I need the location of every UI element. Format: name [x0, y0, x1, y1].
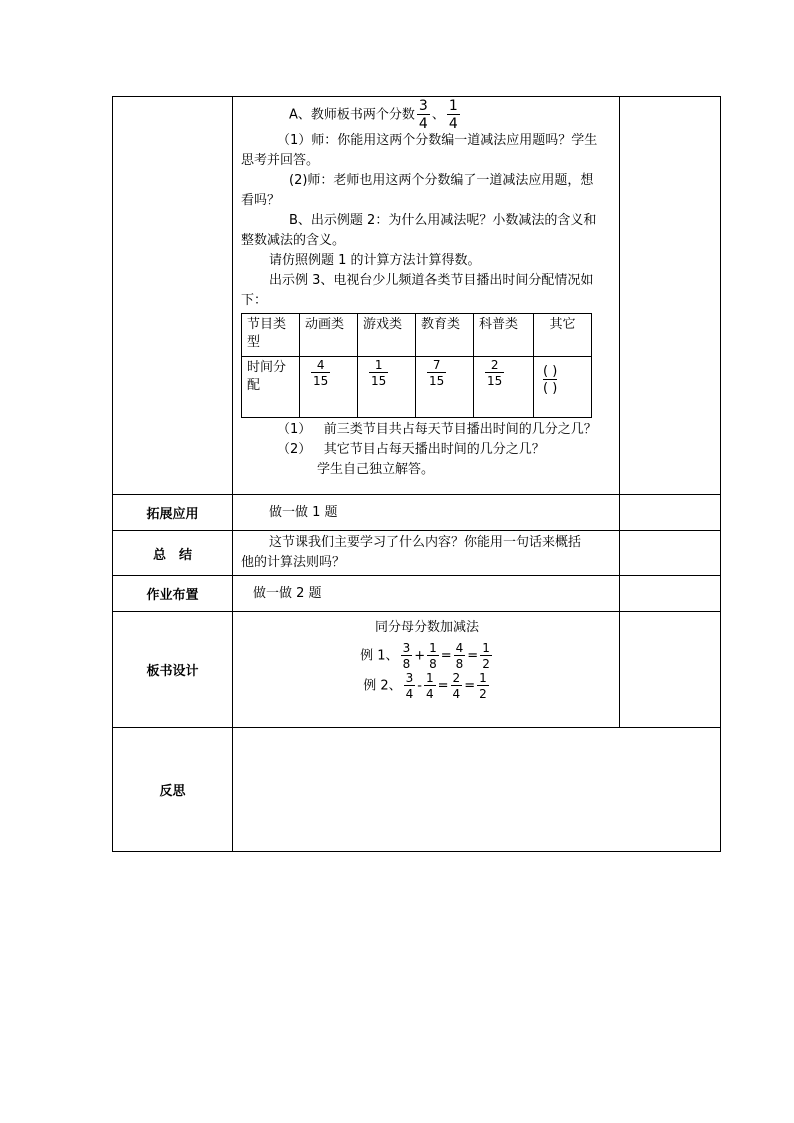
fraction-denominator: 8 — [455, 657, 464, 671]
example-3-cont: 下： — [241, 293, 268, 308]
header-other: 其它 — [534, 314, 592, 357]
program-value-row — [242, 357, 592, 418]
fraction-numerator: 3 — [418, 98, 428, 114]
fraction — [401, 642, 413, 670]
homework-label: 作业布置 — [113, 576, 233, 612]
fraction-numerator: 1 — [482, 641, 490, 655]
teacher-question-1-cont: 思考并回答。 — [241, 153, 320, 168]
teacher-question-2-cont: 看吗？ — [241, 193, 281, 208]
process-notes-cell — [620, 97, 721, 495]
board-row — [113, 612, 721, 728]
teacher-question-1: （1）师：你能用这两个分数编一道减法应用题吗？学生 — [277, 133, 598, 148]
homework-row — [113, 576, 721, 612]
question-text: 前三类节目共占每天节目播出时间的几分之几？ — [323, 422, 597, 437]
fraction-3-4 — [417, 99, 430, 131]
fraction-denominator: 4 — [448, 116, 458, 132]
summary-cont: 他的计算法则吗？ — [241, 555, 346, 570]
question-number: （2） — [277, 442, 312, 457]
fraction-numerator: ( ) — [543, 364, 558, 379]
reflect-content — [233, 728, 721, 852]
board-title: 同分母分数加减法 — [374, 620, 479, 635]
fraction-numerator: 1 — [426, 671, 434, 685]
operator: = — [464, 678, 476, 694]
fraction-denominator: 8 — [402, 657, 411, 671]
blank-fraction — [543, 365, 557, 395]
summary-notes-cell — [620, 531, 721, 576]
header-animation: 动画类 — [300, 314, 358, 357]
fraction-denominator: 15 — [313, 374, 329, 388]
value-games — [358, 357, 416, 418]
fraction-numerator: 2 — [485, 359, 504, 373]
fraction-denominator: 15 — [429, 374, 445, 388]
header-science: 科普类 — [474, 314, 534, 357]
lesson-plan-table — [112, 96, 721, 852]
question-2 — [241, 440, 613, 460]
board-label: 板书设计 — [113, 612, 233, 728]
example-2-line: B、出示例题 2：为什么用减法呢？小数减法的含义和 — [289, 213, 597, 228]
teacher-question-2: (2)师：老师也用这两个分数编了一道减法应用题，想 — [289, 173, 594, 188]
intro-a-text: A、教师板书两个分数 — [289, 107, 415, 123]
expand-row — [113, 495, 721, 531]
row-label-time: 时间分配 — [242, 357, 300, 418]
fraction-denominator: 2 — [479, 687, 487, 701]
homework-notes-cell — [620, 576, 721, 612]
summary-row — [113, 531, 721, 576]
example-2-cont: 整数减法的含义。 — [241, 233, 346, 248]
fraction-numerator: 1 — [448, 98, 458, 114]
expand-text: 做一做 1 题 — [233, 495, 620, 531]
fraction — [485, 359, 504, 387]
fraction-denominator: 8 — [429, 657, 437, 671]
process-row — [113, 97, 721, 495]
example-3-line: 出示例 3、电视台少儿频道各类节目播出时间分配情况如 — [269, 273, 594, 288]
separator: 、 — [431, 107, 445, 123]
fraction-denominator: 15 — [487, 374, 503, 388]
value-science — [474, 357, 534, 418]
header-program-type: 节目类型 — [242, 314, 300, 357]
fraction-denominator: 4 — [426, 687, 434, 701]
header-education: 教育类 — [416, 314, 474, 357]
board-content — [233, 612, 620, 728]
fraction-numerator: 2 — [452, 671, 461, 685]
operator: - — [417, 678, 422, 694]
board-example-1 — [241, 642, 613, 670]
fraction-numerator: 4 — [311, 359, 330, 373]
question-number: （1） — [277, 422, 312, 437]
summary-content — [233, 531, 620, 576]
value-animation — [300, 357, 358, 418]
fraction-denominator: 4 — [418, 116, 428, 132]
summary-text: 这节课我们主要学习了什么内容？你能用一句话来概括 — [269, 535, 582, 550]
fraction-numerator: 1 — [479, 671, 487, 685]
intro-a-line — [241, 99, 613, 131]
value-education — [416, 357, 474, 418]
fraction-numerator: 4 — [455, 641, 464, 655]
homework-text: 做一做 2 题 — [233, 576, 620, 612]
fraction — [369, 359, 388, 387]
operator: = — [440, 648, 452, 664]
program-header-row — [242, 314, 592, 357]
summary-label: 总 结 — [113, 531, 233, 576]
fraction-numerator: 3 — [402, 641, 411, 655]
header-games: 游戏类 — [358, 314, 416, 357]
fraction-numerator: 1 — [429, 641, 437, 655]
fraction-denominator: 4 — [405, 687, 414, 701]
fraction-numerator: 7 — [427, 359, 446, 373]
operator: = — [467, 648, 479, 664]
reflect-label: 反思 — [113, 728, 233, 852]
example-label: 例 2、 — [363, 678, 402, 694]
process-content — [233, 97, 620, 495]
fraction — [427, 642, 439, 670]
fraction — [311, 359, 330, 387]
fraction — [454, 642, 466, 670]
fraction-1-4 — [447, 99, 460, 131]
fraction-denominator: 4 — [452, 687, 461, 701]
program-time-table — [241, 313, 592, 418]
fraction-denominator: ( ) — [543, 381, 558, 396]
fraction-numerator: 1 — [369, 359, 388, 373]
operator: = — [437, 678, 449, 694]
fraction-denominator: 2 — [482, 657, 490, 671]
expand-notes-cell — [620, 495, 721, 531]
fraction — [424, 672, 436, 700]
fraction — [480, 642, 492, 670]
fraction — [477, 672, 489, 700]
fraction-denominator: 15 — [371, 374, 387, 388]
question-1 — [241, 420, 613, 440]
fraction — [427, 359, 446, 387]
imitate-line: 请仿照例题 1 的计算方法计算得数。 — [269, 253, 481, 268]
independent-note: 学生自己独立解答。 — [317, 462, 435, 477]
fraction-numerator: 3 — [405, 671, 414, 685]
fraction — [404, 672, 416, 700]
process-label-cell — [113, 97, 233, 495]
board-notes-cell — [620, 612, 721, 728]
operator: + — [414, 648, 426, 664]
expand-label: 拓展应用 — [113, 495, 233, 531]
board-example-2 — [241, 672, 613, 700]
example-label: 例 1、 — [360, 648, 399, 664]
fraction — [451, 672, 463, 700]
value-other — [534, 357, 592, 418]
reflect-row — [113, 728, 721, 852]
question-text: 其它节目占每天播出时间的几分之几？ — [323, 442, 545, 457]
